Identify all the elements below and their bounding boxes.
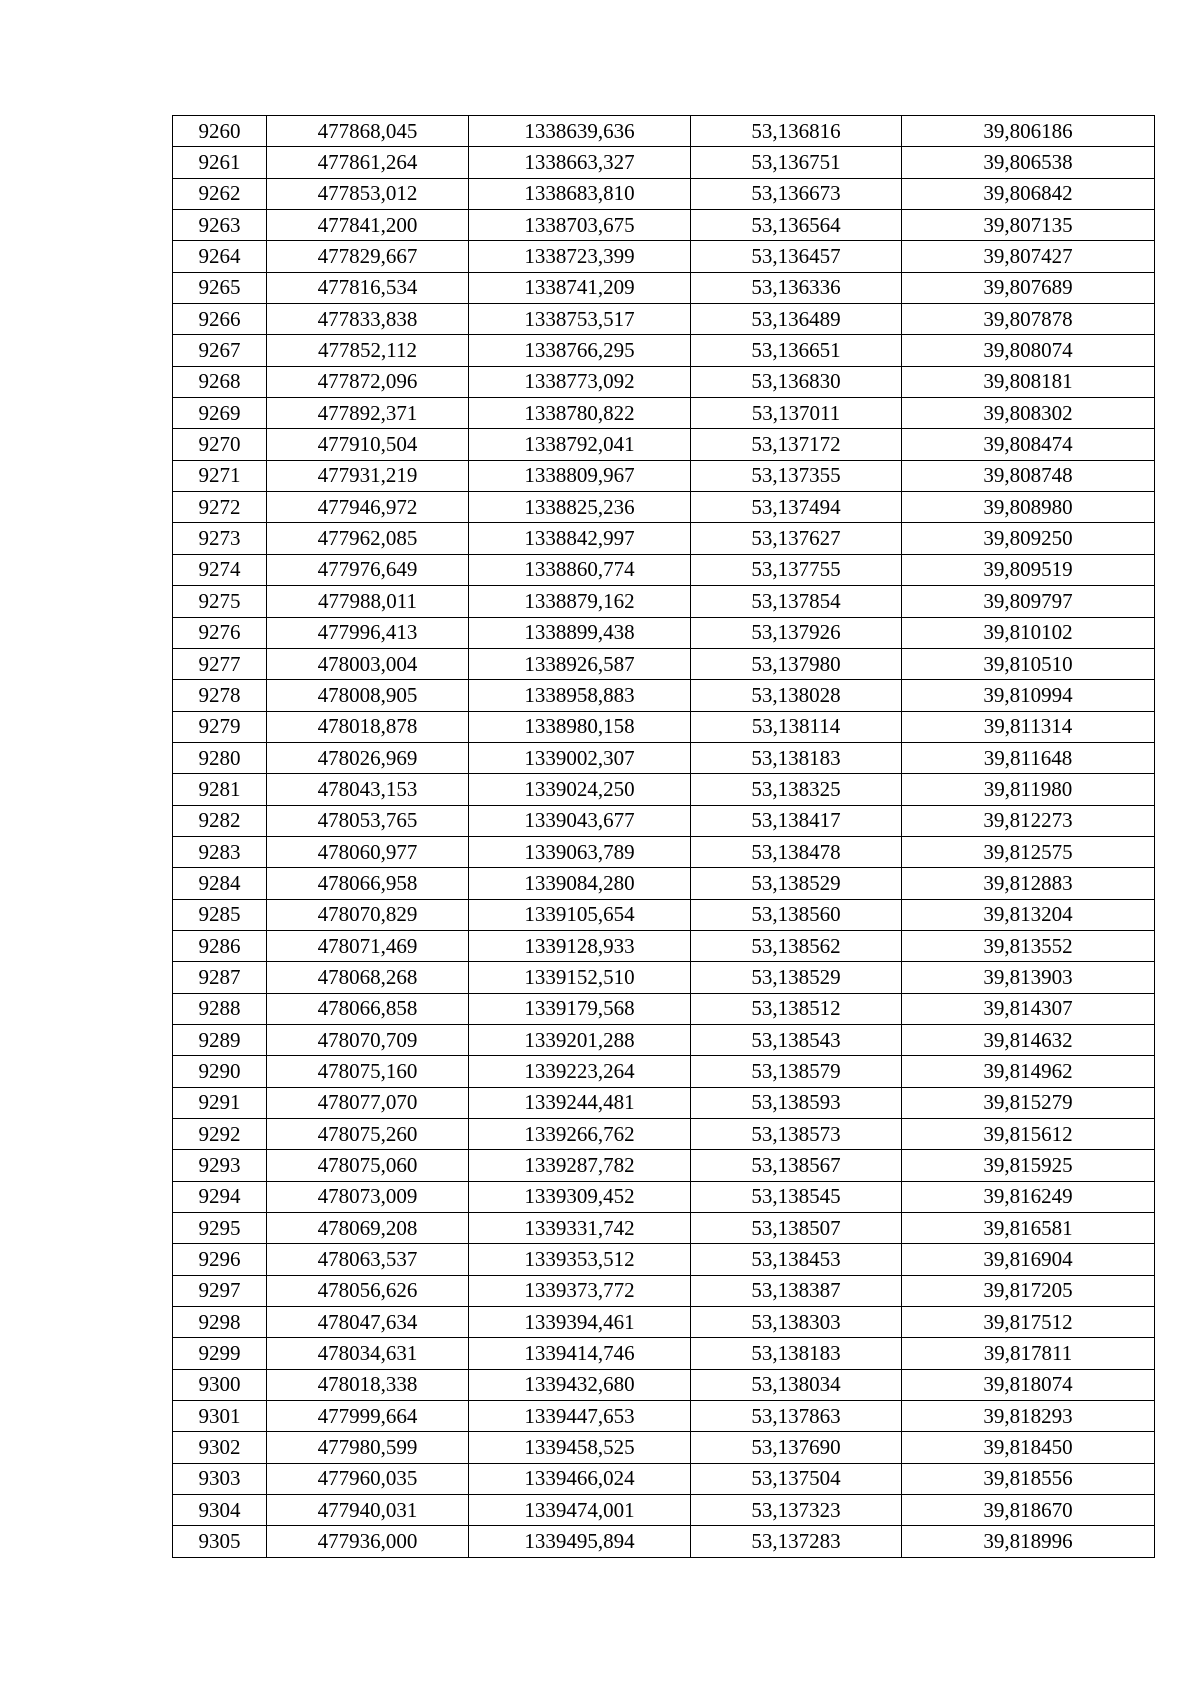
y-coordinate-cell: 1338809,967 bbox=[469, 460, 691, 491]
longitude-cell: 39,818996 bbox=[902, 1526, 1155, 1557]
latitude-cell: 53,136457 bbox=[691, 241, 902, 272]
latitude-cell: 53,137854 bbox=[691, 586, 902, 617]
x-coordinate-cell: 478018,878 bbox=[267, 711, 469, 742]
y-coordinate-cell: 1338683,810 bbox=[469, 178, 691, 209]
latitude-cell: 53,137355 bbox=[691, 460, 902, 491]
y-coordinate-cell: 1339266,762 bbox=[469, 1119, 691, 1150]
table-row bbox=[173, 1087, 1155, 1118]
latitude-cell: 53,136564 bbox=[691, 210, 902, 241]
latitude-cell: 53,138529 bbox=[691, 962, 902, 993]
y-coordinate-cell: 1339495,894 bbox=[469, 1526, 691, 1557]
table-row bbox=[173, 1119, 1155, 1150]
y-coordinate-cell: 1338780,822 bbox=[469, 398, 691, 429]
point-number-cell: 9279 bbox=[173, 711, 267, 742]
y-coordinate-cell: 1339353,512 bbox=[469, 1244, 691, 1275]
table-row bbox=[173, 742, 1155, 773]
x-coordinate-cell: 477861,264 bbox=[267, 147, 469, 178]
point-number-cell: 9281 bbox=[173, 774, 267, 805]
x-coordinate-cell: 477936,000 bbox=[267, 1526, 469, 1557]
x-coordinate-cell: 477910,504 bbox=[267, 429, 469, 460]
point-number-cell: 9269 bbox=[173, 398, 267, 429]
table-row bbox=[173, 398, 1155, 429]
latitude-cell: 53,137011 bbox=[691, 398, 902, 429]
x-coordinate-cell: 478026,969 bbox=[267, 742, 469, 773]
table-row bbox=[173, 304, 1155, 335]
y-coordinate-cell: 1339414,746 bbox=[469, 1338, 691, 1369]
x-coordinate-cell: 477833,838 bbox=[267, 304, 469, 335]
point-number-cell: 9260 bbox=[173, 116, 267, 147]
longitude-cell: 39,807689 bbox=[902, 272, 1155, 303]
latitude-cell: 53,137755 bbox=[691, 554, 902, 585]
point-number-cell: 9262 bbox=[173, 178, 267, 209]
latitude-cell: 53,137323 bbox=[691, 1495, 902, 1526]
latitude-cell: 53,137980 bbox=[691, 648, 902, 679]
x-coordinate-cell: 477853,012 bbox=[267, 178, 469, 209]
y-coordinate-cell: 1339002,307 bbox=[469, 742, 691, 773]
x-coordinate-cell: 477829,667 bbox=[267, 241, 469, 272]
y-coordinate-cell: 1338753,517 bbox=[469, 304, 691, 335]
x-coordinate-cell: 478066,858 bbox=[267, 993, 469, 1024]
point-number-cell: 9272 bbox=[173, 492, 267, 523]
point-number-cell: 9289 bbox=[173, 1024, 267, 1055]
x-coordinate-cell: 478003,004 bbox=[267, 648, 469, 679]
point-number-cell: 9270 bbox=[173, 429, 267, 460]
longitude-cell: 39,817512 bbox=[902, 1307, 1155, 1338]
y-coordinate-cell: 1338766,295 bbox=[469, 335, 691, 366]
longitude-cell: 39,813204 bbox=[902, 899, 1155, 930]
x-coordinate-cell: 477868,045 bbox=[267, 116, 469, 147]
y-coordinate-cell: 1338860,774 bbox=[469, 554, 691, 585]
latitude-cell: 53,138567 bbox=[691, 1150, 902, 1181]
latitude-cell: 53,137863 bbox=[691, 1401, 902, 1432]
table-row bbox=[173, 210, 1155, 241]
longitude-cell: 39,811648 bbox=[902, 742, 1155, 773]
longitude-cell: 39,818556 bbox=[902, 1463, 1155, 1494]
y-coordinate-cell: 1338792,041 bbox=[469, 429, 691, 460]
latitude-cell: 53,136673 bbox=[691, 178, 902, 209]
longitude-cell: 39,808474 bbox=[902, 429, 1155, 460]
point-number-cell: 9282 bbox=[173, 805, 267, 836]
y-coordinate-cell: 1338703,675 bbox=[469, 210, 691, 241]
y-coordinate-cell: 1339474,001 bbox=[469, 1495, 691, 1526]
x-coordinate-cell: 478073,009 bbox=[267, 1181, 469, 1212]
y-coordinate-cell: 1339331,742 bbox=[469, 1213, 691, 1244]
longitude-cell: 39,813903 bbox=[902, 962, 1155, 993]
latitude-cell: 53,138183 bbox=[691, 1338, 902, 1369]
table-row bbox=[173, 899, 1155, 930]
point-number-cell: 9275 bbox=[173, 586, 267, 617]
point-number-cell: 9271 bbox=[173, 460, 267, 491]
point-number-cell: 9290 bbox=[173, 1056, 267, 1087]
point-number-cell: 9265 bbox=[173, 272, 267, 303]
x-coordinate-cell: 478075,160 bbox=[267, 1056, 469, 1087]
table-row bbox=[173, 429, 1155, 460]
table-row bbox=[173, 178, 1155, 209]
y-coordinate-cell: 1338825,236 bbox=[469, 492, 691, 523]
latitude-cell: 53,136751 bbox=[691, 147, 902, 178]
table-row bbox=[173, 523, 1155, 554]
point-number-cell: 9268 bbox=[173, 366, 267, 397]
latitude-cell: 53,138183 bbox=[691, 742, 902, 773]
latitude-cell: 53,136336 bbox=[691, 272, 902, 303]
y-coordinate-cell: 1339105,654 bbox=[469, 899, 691, 930]
x-coordinate-cell: 477931,219 bbox=[267, 460, 469, 491]
longitude-cell: 39,818293 bbox=[902, 1401, 1155, 1432]
longitude-cell: 39,815612 bbox=[902, 1119, 1155, 1150]
table-row bbox=[173, 586, 1155, 617]
x-coordinate-cell: 477946,972 bbox=[267, 492, 469, 523]
x-coordinate-cell: 477852,112 bbox=[267, 335, 469, 366]
table-row bbox=[173, 1181, 1155, 1212]
latitude-cell: 53,138579 bbox=[691, 1056, 902, 1087]
y-coordinate-cell: 1339223,264 bbox=[469, 1056, 691, 1087]
latitude-cell: 53,137283 bbox=[691, 1526, 902, 1557]
latitude-cell: 53,138325 bbox=[691, 774, 902, 805]
longitude-cell: 39,810510 bbox=[902, 648, 1155, 679]
table-row bbox=[173, 1369, 1155, 1400]
table-row bbox=[173, 836, 1155, 867]
longitude-cell: 39,812575 bbox=[902, 836, 1155, 867]
latitude-cell: 53,137504 bbox=[691, 1463, 902, 1494]
x-coordinate-cell: 477980,599 bbox=[267, 1432, 469, 1463]
longitude-cell: 39,810994 bbox=[902, 680, 1155, 711]
point-number-cell: 9288 bbox=[173, 993, 267, 1024]
y-coordinate-cell: 1339373,772 bbox=[469, 1275, 691, 1306]
table-row bbox=[173, 1526, 1155, 1557]
longitude-cell: 39,809797 bbox=[902, 586, 1155, 617]
point-number-cell: 9297 bbox=[173, 1275, 267, 1306]
x-coordinate-cell: 478071,469 bbox=[267, 930, 469, 961]
point-number-cell: 9278 bbox=[173, 680, 267, 711]
longitude-cell: 39,815925 bbox=[902, 1150, 1155, 1181]
longitude-cell: 39,807878 bbox=[902, 304, 1155, 335]
latitude-cell: 53,137627 bbox=[691, 523, 902, 554]
point-number-cell: 9304 bbox=[173, 1495, 267, 1526]
longitude-cell: 39,809250 bbox=[902, 523, 1155, 554]
longitude-cell: 39,814962 bbox=[902, 1056, 1155, 1087]
latitude-cell: 53,138543 bbox=[691, 1024, 902, 1055]
y-coordinate-cell: 1339394,461 bbox=[469, 1307, 691, 1338]
point-number-cell: 9280 bbox=[173, 742, 267, 773]
longitude-cell: 39,808181 bbox=[902, 366, 1155, 397]
table-row bbox=[173, 962, 1155, 993]
longitude-cell: 39,808980 bbox=[902, 492, 1155, 523]
longitude-cell: 39,815279 bbox=[902, 1087, 1155, 1118]
table-row bbox=[173, 1213, 1155, 1244]
longitude-cell: 39,808748 bbox=[902, 460, 1155, 491]
latitude-cell: 53,138573 bbox=[691, 1119, 902, 1150]
table-row bbox=[173, 617, 1155, 648]
table-row bbox=[173, 1024, 1155, 1055]
table-row bbox=[173, 366, 1155, 397]
y-coordinate-cell: 1338980,158 bbox=[469, 711, 691, 742]
x-coordinate-cell: 478053,765 bbox=[267, 805, 469, 836]
latitude-cell: 53,138593 bbox=[691, 1087, 902, 1118]
table-row bbox=[173, 774, 1155, 805]
table-row bbox=[173, 993, 1155, 1024]
y-coordinate-cell: 1338663,327 bbox=[469, 147, 691, 178]
table-row bbox=[173, 648, 1155, 679]
table-row bbox=[173, 711, 1155, 742]
y-coordinate-cell: 1339458,525 bbox=[469, 1432, 691, 1463]
x-coordinate-cell: 478068,268 bbox=[267, 962, 469, 993]
x-coordinate-cell: 477988,011 bbox=[267, 586, 469, 617]
coordinates-table bbox=[172, 115, 1155, 1558]
longitude-cell: 39,807427 bbox=[902, 241, 1155, 272]
longitude-cell: 39,818074 bbox=[902, 1369, 1155, 1400]
table-row bbox=[173, 335, 1155, 366]
point-number-cell: 9295 bbox=[173, 1213, 267, 1244]
table-row bbox=[173, 1401, 1155, 1432]
latitude-cell: 53,136489 bbox=[691, 304, 902, 335]
longitude-cell: 39,806186 bbox=[902, 116, 1155, 147]
table-row bbox=[173, 1307, 1155, 1338]
table-row bbox=[173, 554, 1155, 585]
longitude-cell: 39,812273 bbox=[902, 805, 1155, 836]
longitude-cell: 39,812883 bbox=[902, 868, 1155, 899]
y-coordinate-cell: 1338639,636 bbox=[469, 116, 691, 147]
table-row bbox=[173, 1495, 1155, 1526]
point-number-cell: 9299 bbox=[173, 1338, 267, 1369]
longitude-cell: 39,811314 bbox=[902, 711, 1155, 742]
x-coordinate-cell: 478063,537 bbox=[267, 1244, 469, 1275]
x-coordinate-cell: 477841,200 bbox=[267, 210, 469, 241]
table-row bbox=[173, 1432, 1155, 1463]
longitude-cell: 39,818670 bbox=[902, 1495, 1155, 1526]
x-coordinate-cell: 477872,096 bbox=[267, 366, 469, 397]
latitude-cell: 53,136830 bbox=[691, 366, 902, 397]
latitude-cell: 53,137690 bbox=[691, 1432, 902, 1463]
longitude-cell: 39,816904 bbox=[902, 1244, 1155, 1275]
x-coordinate-cell: 477996,413 bbox=[267, 617, 469, 648]
x-coordinate-cell: 478075,060 bbox=[267, 1150, 469, 1181]
x-coordinate-cell: 478070,829 bbox=[267, 899, 469, 930]
latitude-cell: 53,137172 bbox=[691, 429, 902, 460]
x-coordinate-cell: 478070,709 bbox=[267, 1024, 469, 1055]
point-number-cell: 9273 bbox=[173, 523, 267, 554]
latitude-cell: 53,138387 bbox=[691, 1275, 902, 1306]
table-row bbox=[173, 1244, 1155, 1275]
x-coordinate-cell: 477892,371 bbox=[267, 398, 469, 429]
latitude-cell: 53,138507 bbox=[691, 1213, 902, 1244]
table-row bbox=[173, 1056, 1155, 1087]
point-number-cell: 9286 bbox=[173, 930, 267, 961]
latitude-cell: 53,138028 bbox=[691, 680, 902, 711]
y-coordinate-cell: 1339287,782 bbox=[469, 1150, 691, 1181]
latitude-cell: 53,137926 bbox=[691, 617, 902, 648]
point-number-cell: 9296 bbox=[173, 1244, 267, 1275]
y-coordinate-cell: 1339024,250 bbox=[469, 774, 691, 805]
longitude-cell: 39,810102 bbox=[902, 617, 1155, 648]
point-number-cell: 9293 bbox=[173, 1150, 267, 1181]
point-number-cell: 9305 bbox=[173, 1526, 267, 1557]
table-row bbox=[173, 868, 1155, 899]
point-number-cell: 9267 bbox=[173, 335, 267, 366]
table-row bbox=[173, 147, 1155, 178]
y-coordinate-cell: 1339063,789 bbox=[469, 836, 691, 867]
x-coordinate-cell: 478008,905 bbox=[267, 680, 469, 711]
latitude-cell: 53,138512 bbox=[691, 993, 902, 1024]
point-number-cell: 9261 bbox=[173, 147, 267, 178]
point-number-cell: 9283 bbox=[173, 836, 267, 867]
latitude-cell: 53,138560 bbox=[691, 899, 902, 930]
x-coordinate-cell: 478056,626 bbox=[267, 1275, 469, 1306]
point-number-cell: 9300 bbox=[173, 1369, 267, 1400]
point-number-cell: 9264 bbox=[173, 241, 267, 272]
longitude-cell: 39,816249 bbox=[902, 1181, 1155, 1212]
x-coordinate-cell: 478043,153 bbox=[267, 774, 469, 805]
table-row bbox=[173, 492, 1155, 523]
longitude-cell: 39,808302 bbox=[902, 398, 1155, 429]
point-number-cell: 9298 bbox=[173, 1307, 267, 1338]
point-number-cell: 9292 bbox=[173, 1119, 267, 1150]
longitude-cell: 39,817811 bbox=[902, 1338, 1155, 1369]
latitude-cell: 53,136651 bbox=[691, 335, 902, 366]
table-row bbox=[173, 1275, 1155, 1306]
longitude-cell: 39,809519 bbox=[902, 554, 1155, 585]
longitude-cell: 39,806842 bbox=[902, 178, 1155, 209]
table-row bbox=[173, 1338, 1155, 1369]
longitude-cell: 39,818450 bbox=[902, 1432, 1155, 1463]
x-coordinate-cell: 477999,664 bbox=[267, 1401, 469, 1432]
x-coordinate-cell: 478018,338 bbox=[267, 1369, 469, 1400]
y-coordinate-cell: 1339466,024 bbox=[469, 1463, 691, 1494]
point-number-cell: 9277 bbox=[173, 648, 267, 679]
y-coordinate-cell: 1338741,209 bbox=[469, 272, 691, 303]
point-number-cell: 9291 bbox=[173, 1087, 267, 1118]
table-row bbox=[173, 116, 1155, 147]
table-row bbox=[173, 272, 1155, 303]
y-coordinate-cell: 1339201,288 bbox=[469, 1024, 691, 1055]
table-row bbox=[173, 1150, 1155, 1181]
coordinates-table-body bbox=[173, 116, 1155, 1558]
point-number-cell: 9284 bbox=[173, 868, 267, 899]
longitude-cell: 39,817205 bbox=[902, 1275, 1155, 1306]
x-coordinate-cell: 478060,977 bbox=[267, 836, 469, 867]
y-coordinate-cell: 1338842,997 bbox=[469, 523, 691, 554]
longitude-cell: 39,806538 bbox=[902, 147, 1155, 178]
x-coordinate-cell: 477816,534 bbox=[267, 272, 469, 303]
longitude-cell: 39,816581 bbox=[902, 1213, 1155, 1244]
y-coordinate-cell: 1339447,653 bbox=[469, 1401, 691, 1432]
y-coordinate-cell: 1338958,883 bbox=[469, 680, 691, 711]
latitude-cell: 53,138478 bbox=[691, 836, 902, 867]
x-coordinate-cell: 477962,085 bbox=[267, 523, 469, 554]
latitude-cell: 53,136816 bbox=[691, 116, 902, 147]
x-coordinate-cell: 477940,031 bbox=[267, 1495, 469, 1526]
longitude-cell: 39,814307 bbox=[902, 993, 1155, 1024]
y-coordinate-cell: 1338773,092 bbox=[469, 366, 691, 397]
point-number-cell: 9266 bbox=[173, 304, 267, 335]
x-coordinate-cell: 478075,260 bbox=[267, 1119, 469, 1150]
point-number-cell: 9274 bbox=[173, 554, 267, 585]
point-number-cell: 9294 bbox=[173, 1181, 267, 1212]
latitude-cell: 53,138034 bbox=[691, 1369, 902, 1400]
table-row bbox=[173, 680, 1155, 711]
y-coordinate-cell: 1339043,677 bbox=[469, 805, 691, 836]
longitude-cell: 39,814632 bbox=[902, 1024, 1155, 1055]
longitude-cell: 39,811980 bbox=[902, 774, 1155, 805]
y-coordinate-cell: 1338879,162 bbox=[469, 586, 691, 617]
point-number-cell: 9303 bbox=[173, 1463, 267, 1494]
x-coordinate-cell: 477960,035 bbox=[267, 1463, 469, 1494]
y-coordinate-cell: 1339309,452 bbox=[469, 1181, 691, 1212]
table-row bbox=[173, 241, 1155, 272]
point-number-cell: 9287 bbox=[173, 962, 267, 993]
x-coordinate-cell: 478077,070 bbox=[267, 1087, 469, 1118]
table-row bbox=[173, 930, 1155, 961]
point-number-cell: 9263 bbox=[173, 210, 267, 241]
latitude-cell: 53,138114 bbox=[691, 711, 902, 742]
x-coordinate-cell: 477976,649 bbox=[267, 554, 469, 585]
y-coordinate-cell: 1339432,680 bbox=[469, 1369, 691, 1400]
y-coordinate-cell: 1338899,438 bbox=[469, 617, 691, 648]
latitude-cell: 53,137494 bbox=[691, 492, 902, 523]
point-number-cell: 9302 bbox=[173, 1432, 267, 1463]
y-coordinate-cell: 1339128,933 bbox=[469, 930, 691, 961]
latitude-cell: 53,138545 bbox=[691, 1181, 902, 1212]
longitude-cell: 39,807135 bbox=[902, 210, 1155, 241]
point-number-cell: 9301 bbox=[173, 1401, 267, 1432]
y-coordinate-cell: 1339084,280 bbox=[469, 868, 691, 899]
y-coordinate-cell: 1339179,568 bbox=[469, 993, 691, 1024]
longitude-cell: 39,813552 bbox=[902, 930, 1155, 961]
x-coordinate-cell: 478066,958 bbox=[267, 868, 469, 899]
point-number-cell: 9285 bbox=[173, 899, 267, 930]
point-number-cell: 9276 bbox=[173, 617, 267, 648]
latitude-cell: 53,138417 bbox=[691, 805, 902, 836]
y-coordinate-cell: 1339152,510 bbox=[469, 962, 691, 993]
y-coordinate-cell: 1338926,587 bbox=[469, 648, 691, 679]
x-coordinate-cell: 478069,208 bbox=[267, 1213, 469, 1244]
table-row bbox=[173, 460, 1155, 491]
latitude-cell: 53,138529 bbox=[691, 868, 902, 899]
latitude-cell: 53,138303 bbox=[691, 1307, 902, 1338]
longitude-cell: 39,808074 bbox=[902, 335, 1155, 366]
y-coordinate-cell: 1338723,399 bbox=[469, 241, 691, 272]
x-coordinate-cell: 478047,634 bbox=[267, 1307, 469, 1338]
latitude-cell: 53,138453 bbox=[691, 1244, 902, 1275]
latitude-cell: 53,138562 bbox=[691, 930, 902, 961]
table-row bbox=[173, 1463, 1155, 1494]
y-coordinate-cell: 1339244,481 bbox=[469, 1087, 691, 1118]
x-coordinate-cell: 478034,631 bbox=[267, 1338, 469, 1369]
table-row bbox=[173, 805, 1155, 836]
